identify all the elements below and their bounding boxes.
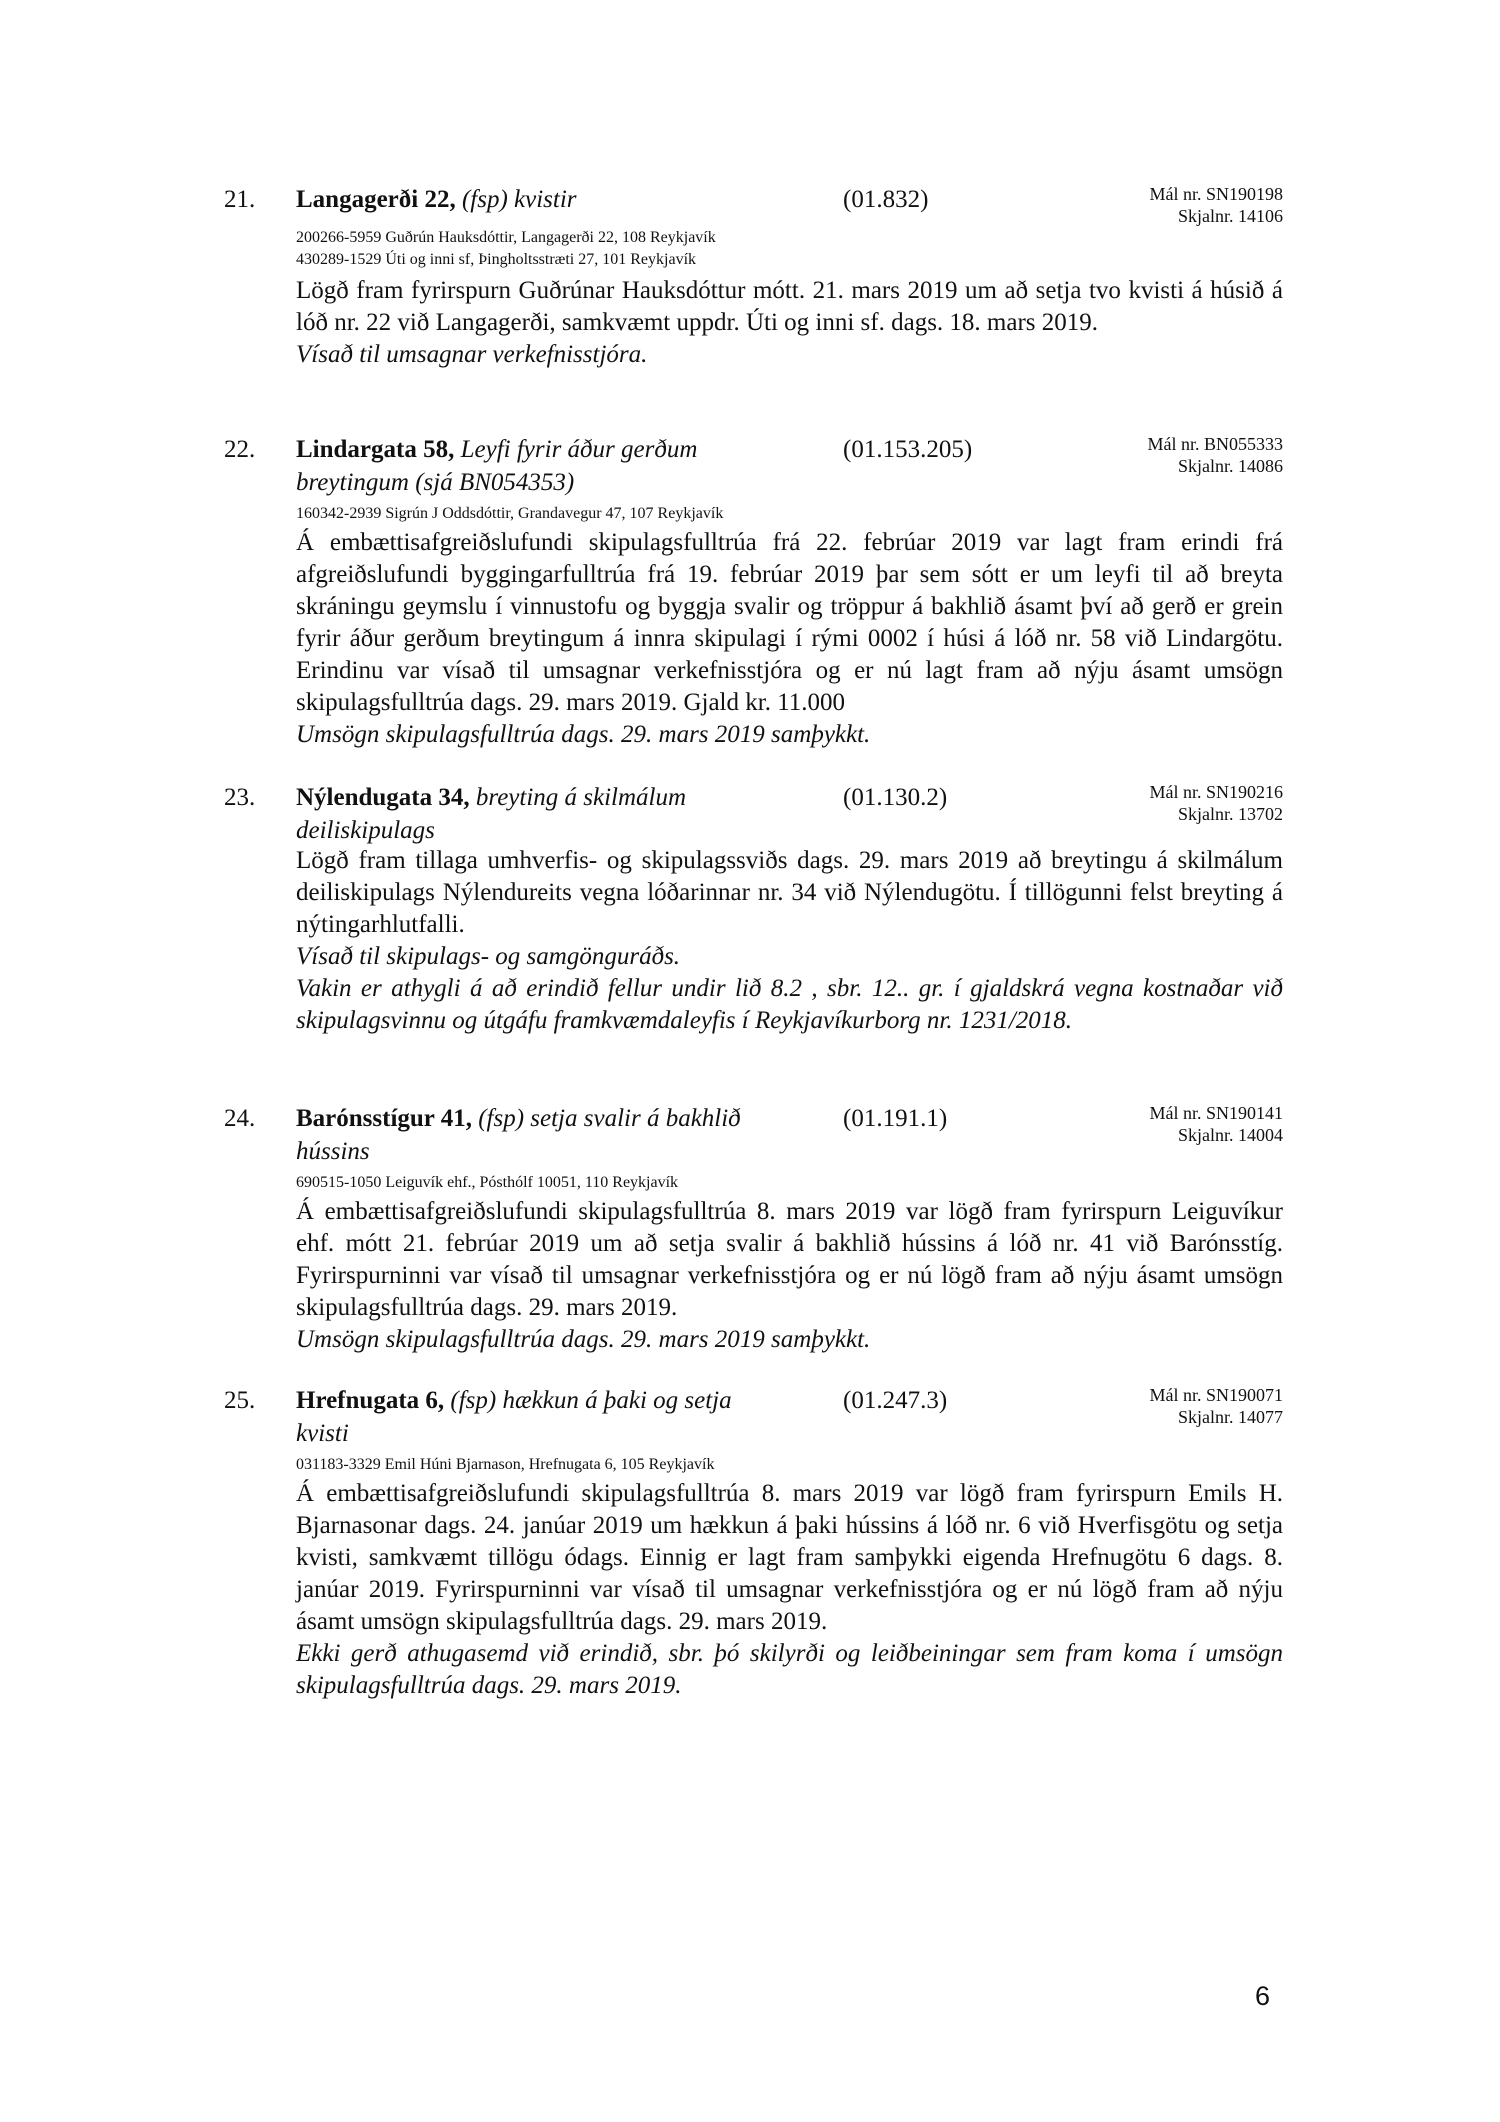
item-title [296, 433, 766, 499]
document-number: Skjalnr. 14077 [1177, 1407, 1283, 1427]
item-result: Umsögn skipulagsfulltrúa dags. 29. mars 2019 samþykkt. [296, 721, 871, 748]
item-title [296, 1102, 766, 1168]
item-result: Vísað til umsagnar verkefnisstjóra. [296, 341, 648, 368]
item-description: Leyfi fyrir áður gerðum [460, 436, 698, 463]
property-code: (01.153.205) [843, 436, 973, 463]
item-description: (fsp) setja svalir á bakhlið [478, 1105, 741, 1132]
applicant-line: 160342-2939 Sigrún J Oddsdóttir, Grandavegur 47, 107 Reykjavík [296, 505, 724, 522]
item-text: Lögð fram tillaga umhverfis- og skipulagssviðs dags. 29. mars 2019 að breytingu á skilmálum deiliskipulags Nýlendureits vegna lóðarinnar nr. 34 við Nýlendugötu. Í tillögunni felst breyting á nýtingarhlutfalli. [296, 847, 1283, 938]
case-number: Mál nr. SN190141 [1149, 1103, 1283, 1123]
document-number: Skjalnr. 14106 [1177, 206, 1283, 226]
item-body [296, 1478, 1283, 1702]
case-number: Mál nr. SN190198 [1149, 184, 1283, 204]
property-code: (01.832) [843, 186, 929, 213]
case-number: Mál nr. BN055333 [1147, 434, 1283, 454]
item-number: 21. [224, 186, 256, 213]
item-description: (fsp) hækkun á þaki og setja [450, 1387, 732, 1414]
street-name: Barónsstígur 41, [296, 1105, 472, 1132]
case-number: Mál nr. SN190216 [1149, 782, 1283, 802]
item-description-cont: deiliskipulags [296, 817, 435, 844]
applicants [296, 503, 723, 525]
item-result: Ekki gerð athugasemd við erindið, sbr. þó skilyrði og leiðbeiningar sem fram koma í umsögn skipulagsfulltrúa dags. 29. mars 2019. [296, 1640, 1283, 1699]
item-title [296, 183, 766, 216]
street-name: Lindargata 58, [296, 436, 455, 463]
applicants [296, 1454, 714, 1476]
item-number: 22. [224, 436, 256, 463]
item-body [296, 1196, 1283, 1356]
case-meta [1149, 1102, 1283, 1146]
item-description: breyting á skilmálum [475, 784, 687, 811]
page-number: 6 [1255, 1981, 1271, 2011]
applicant-line: 690515-1050 Leiguvík ehf., Pósthólf 10051, 110 Reykjavík [296, 1174, 679, 1191]
item-body [296, 845, 1283, 1037]
item-body [296, 527, 1283, 751]
case-meta [1149, 1384, 1283, 1428]
item-text: Á embættisafgreiðslufundi skipulagsfulltrúa 8. mars 2019 var lögð fram fyrirspurn Emils H. Bjarnasonar dags. 24. janúar 2019 um hækkun á þaki hússins á lóð nr. 6 við Hverfisgötu og setja kvisti, samkvæmt tillögu ódags. Einnig er lagt fram samþykki eigenda Hrefnugötu 6 dags. 8. janúar 2019. Fyrirspurninni var vísað til umsagnar verkefnisstjóra og er nú lögð fram að nýju ásamt umsögn skipulagsfulltrúa dags. 29. mars 2019. [296, 1480, 1283, 1635]
item-text: Á embættisafgreiðslufundi skipulagsfulltrúa frá 22. febrúar 2019 var lagt fram erindi frá afgreiðslufundi byggingarfulltrúa frá 19. febrúar 2019 þar sem sótt er um leyfi til að breyta skráningu geymslu í vinnustofu og byggja svalir og tröppur á bakhlið ásamt því að gerð er grein fyrir áður gerðum breytingum á innra skipulagi í rými 0002 í húsi á lóð nr. 58 við Lindargötu. Erindinu var vísað til umsagnar verkefnisstjóra og er nú lagt fram að nýju ásamt umsögn skipulagsfulltrúa dags. 29. mars 2019. Gjald kr. 11.000 [296, 529, 1283, 716]
document-number: Skjalnr. 14004 [1177, 1125, 1283, 1145]
property-code: (01.247.3) [843, 1387, 948, 1414]
item-description-cont: kvisti [296, 1420, 349, 1447]
item-result: Umsögn skipulagsfulltrúa dags. 29. mars 2019 samþykkt. [296, 1326, 871, 1353]
item-title [296, 781, 766, 847]
item-body [296, 275, 1283, 371]
property-code: (01.191.1) [843, 1105, 948, 1132]
case-number: Mál nr. SN190071 [1149, 1385, 1283, 1405]
case-meta [1147, 433, 1283, 477]
item-description-cont: hússins [296, 1138, 370, 1165]
case-meta [1149, 781, 1283, 825]
street-name: Hrefnugata 6, [296, 1387, 445, 1414]
document-number: Skjalnr. 13702 [1177, 804, 1283, 824]
item-text: Á embættisafgreiðslufundi skipulagsfulltrúa 8. mars 2019 var lögð fram fyrirspurn Leiguvíkur ehf. mótt 21. febrúar 2019 um að setja svalir á bakhlið hússins á lóð nr. 41 við Barónsstíg. Fyrirspurninni var vísað til umsagnar verkefnisstjóra og er nú lögð fram að nýju ásamt umsögn skipulagsfulltrúa dags. 29. mars 2019. [296, 1198, 1283, 1321]
applicant-line: 430289-1529 Úti og inni sf, Þingholtsstræti 27, 101 Reykjavík [296, 251, 697, 268]
property-code: (01.130.2) [843, 784, 948, 811]
street-name: Langagerði 22, [296, 186, 456, 213]
item-number: 23. [224, 784, 256, 811]
item-number: 25. [224, 1387, 256, 1414]
item-title [296, 1384, 766, 1450]
street-name: Nýlendugata 34, [296, 784, 470, 811]
applicant-line: 200266-5959 Guðrún Hauksdóttir, Langagerði 22, 108 Reykjavík [296, 229, 716, 246]
applicants [296, 1172, 678, 1194]
item-description-cont: breytingum (sjá BN054353) [296, 469, 575, 496]
item-description: (fsp) kvistir [461, 186, 577, 213]
case-meta [1149, 183, 1283, 227]
item-text: Lögð fram fyrirspurn Guðrúnar Hauksdóttur mótt. 21. mars 2019 um að setja tvo kvisti á húsið á lóð nr. 22 við Langagerði, samkvæmt uppdr. Úti og inni sf. dags. 18. mars 2019. [296, 277, 1283, 336]
item-result: Vísað til skipulags- og samgönguráðs. [296, 943, 681, 970]
document-number: Skjalnr. 14086 [1177, 456, 1283, 476]
applicant-line: 031183-3329 Emil Húni Bjarnason, Hrefnugata 6, 105 Reykjavík [296, 1456, 715, 1473]
item-number: 24. [224, 1105, 256, 1132]
item-note: Vakin er athygli á að erindið fellur undir lið 8.2 , sbr. 12.. gr. í gjaldskrá vegna kostnaðar við skipulagsvinnu og útgáfu framkvæmdaleyfis í Reykjavíkurborg nr. 1231/2018. [296, 975, 1283, 1034]
applicants [296, 227, 716, 271]
